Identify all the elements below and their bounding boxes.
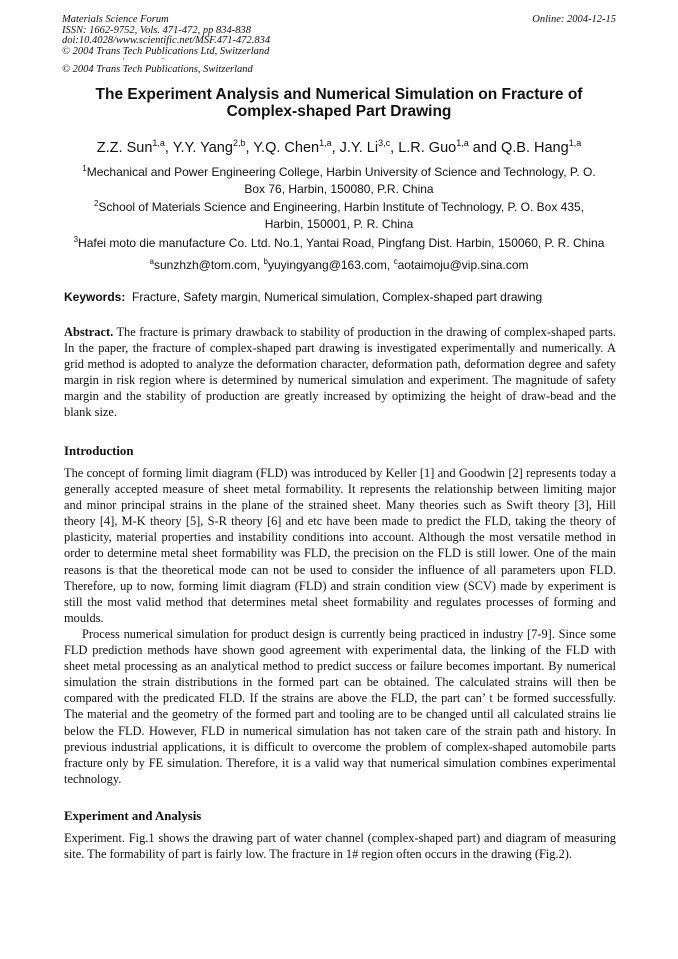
author-name: Y.Q. Chen — [253, 139, 320, 156]
affil-line-1: Hafei moto die manufacture Co. Ltd. No.1, Yantai Road, Pingfang Dist. Harbin, 150060, P. R. China — [78, 236, 605, 250]
online-date: Online: 2004-12-15 — [532, 14, 616, 25]
experiment-body — [64, 830, 616, 862]
title-line-2: Complex-shaped Part Drawing — [226, 103, 452, 120]
author-name: Q.B. Hang — [500, 139, 569, 156]
page-header — [62, 15, 616, 76]
copyright-switzerland: © 2004 Trans Tech Publications, Switzerland — [62, 64, 253, 75]
watermark-mark: ’ ˝ — [122, 57, 164, 65]
author-affil-sup: 1,a — [456, 138, 469, 148]
intro-paragraph-1: The concept of forming limit diagram (FLD) was introduced by Keller [1] and Goodwin [2] represents today a generally accepted measure of sheet metal formability. It represents the relationship between limiting major and minor principal strains in the plane of the strained sheet. Many theories such as Swift theory [3], Hill theory [4], M-K theory [5], S-R theory [6] and etc have been made to predict the FLD, taking the theory of plasticity, material properties and instability conditions into account. Although the most versatile method in order to determine metal sheet formability was FLD, the precision on the FLD is still lower. One of the main reasons is that the theoretical mode can not be used to consider the influence of all parameters upon FLD. Therefore, up to now, forming limit diagram (FLD) and strain condition view (SCV) made by experiment is still the most valid method that determines metal sheet formability and regulates processes of forming and moulds. — [64, 466, 616, 625]
paper-title — [62, 86, 616, 120]
author-name: Y.Y. Yang — [172, 139, 233, 156]
copyright-ttp: © 2004 Trans Tech Publications Ltd, Switzerland — [62, 45, 270, 57]
affil-number: 3 — [73, 235, 79, 244]
section-heading-experiment: Experiment and Analysis — [64, 809, 202, 823]
author-name: L.R. Guo — [398, 139, 457, 156]
email-sup: b — [263, 257, 268, 266]
author-affil-sup: 2,b — [232, 138, 246, 148]
issn: ISSN: 1662-9752, Vols. 471-472, pp 834-838 — [62, 24, 251, 36]
keywords-text: Fracture, Safety margin, Numerical simulation, Complex-shaped part drawing — [132, 290, 543, 304]
author-and: and — [468, 139, 501, 156]
keywords-label: Keywords: — [64, 290, 126, 304]
affiliation-1 — [62, 160, 616, 198]
intro-paragraph-2: Process numerical simulation for product design is currently being practiced in industry [7-9]. Since some FLD prediction methods have shown good agreement with experimental data, the linking of the FLD with sheet metal processing as an analytical method to predict success or failure becomes important. By numerical simulation the strain distributions in the formed part can be obtained. The calculated strains will then be compared with the predicated FLD. If the strains are above the FLD, the part can’ t be formed successfully. The material and the geometry of the formed part and tooling are to be changed until all calculated strains lie below the FLD. However, FLD in numerical simulation has not taken care of the strain path and history. In previous industrial applications, it is difficult to overcome the problem of complex-shaped automobile parts fracture only by FE simulation. Therefore, it is a valid way that numerical simulation combines experimental technology. — [64, 626, 616, 786]
affil-line-2: Box 76, Harbin, 150080, P.R. China — [244, 182, 434, 196]
abstract — [64, 324, 616, 421]
abstract-text: The fracture is primary drawback to stability of production in the drawing of complex-shaped parts. In the paper, the fracture of complex-shaped part drawing is investigated experimentally and numerically. A grid method is adopted to analyze the deformation character, deformation path, deformation degree and safety margin in risk region where is determined by numerical simulation and experiment. The magnitude of safety margin and the stability of production are greatly increased by optimizing the height of draw-bead and the blank size. — [64, 325, 616, 420]
email-link[interactable]: sunzhzh@tom.com — [153, 258, 257, 272]
journal-name: Materials Science Forum — [62, 14, 169, 25]
section-heading-introduction: Introduction — [64, 444, 134, 458]
author-affil-sup: 1,a — [568, 138, 582, 148]
affil-line-1: Mechanical and Power Engineering College, Harbin University of Science and Technology, P. O. — [86, 165, 596, 179]
author-separator: , — [245, 139, 254, 156]
email-link[interactable]: aotaimoju@vip.sina.com — [397, 258, 529, 272]
affil-number: 2 — [93, 199, 99, 208]
author-name: Z.Z. Sun — [96, 139, 153, 156]
abstract-label: Abstract. — [64, 325, 114, 339]
author-separator: , — [331, 139, 340, 156]
affil-line-1: School of Materials Science and Engineering, Harbin Institute of Technology, P. O. Box 435, — [98, 200, 585, 214]
author-separator: , — [164, 139, 173, 156]
keywords-line — [64, 289, 616, 306]
affiliation-2 — [62, 195, 616, 233]
email-sup: c — [393, 257, 398, 266]
author-list — [62, 134, 616, 157]
author-name: J.Y. Li — [339, 139, 379, 156]
affiliation-3 — [62, 231, 616, 252]
author-separator: , — [390, 139, 399, 156]
email-list: $^a$sunzhzh@tom.com, $^b$yuyingyang@163.com, $^c$aotaimoju@vip.sina.com — [149, 257, 529, 272]
affil-line-2: Harbin, 150001, P. R. China — [264, 217, 414, 231]
author-affil-sup: 3,c — [378, 138, 391, 148]
email-link[interactable]: yuyingyang@163.com — [267, 258, 387, 272]
introduction-body — [64, 465, 616, 787]
author-affil-sup: 1,a — [152, 138, 165, 148]
email-sup: a — [149, 257, 154, 266]
doi-link[interactable]: doi:10.4028/www.scientific.net/MSF.471-472.834 — [62, 35, 271, 46]
author-affil-sup: 1,a — [319, 138, 332, 148]
title-line-1: The Experiment Analysis and Numerical Simulation on Fracture of — [95, 86, 583, 103]
experiment-paragraph-1: Experiment. Fig.1 shows the drawing part of water channel (complex-shaped part) and diagram of measuring site. The formability of part is fairly low. The fracture in 1# region often occurs in the drawing (Fig.2). — [64, 831, 616, 862]
affil-number: 1 — [82, 164, 87, 173]
